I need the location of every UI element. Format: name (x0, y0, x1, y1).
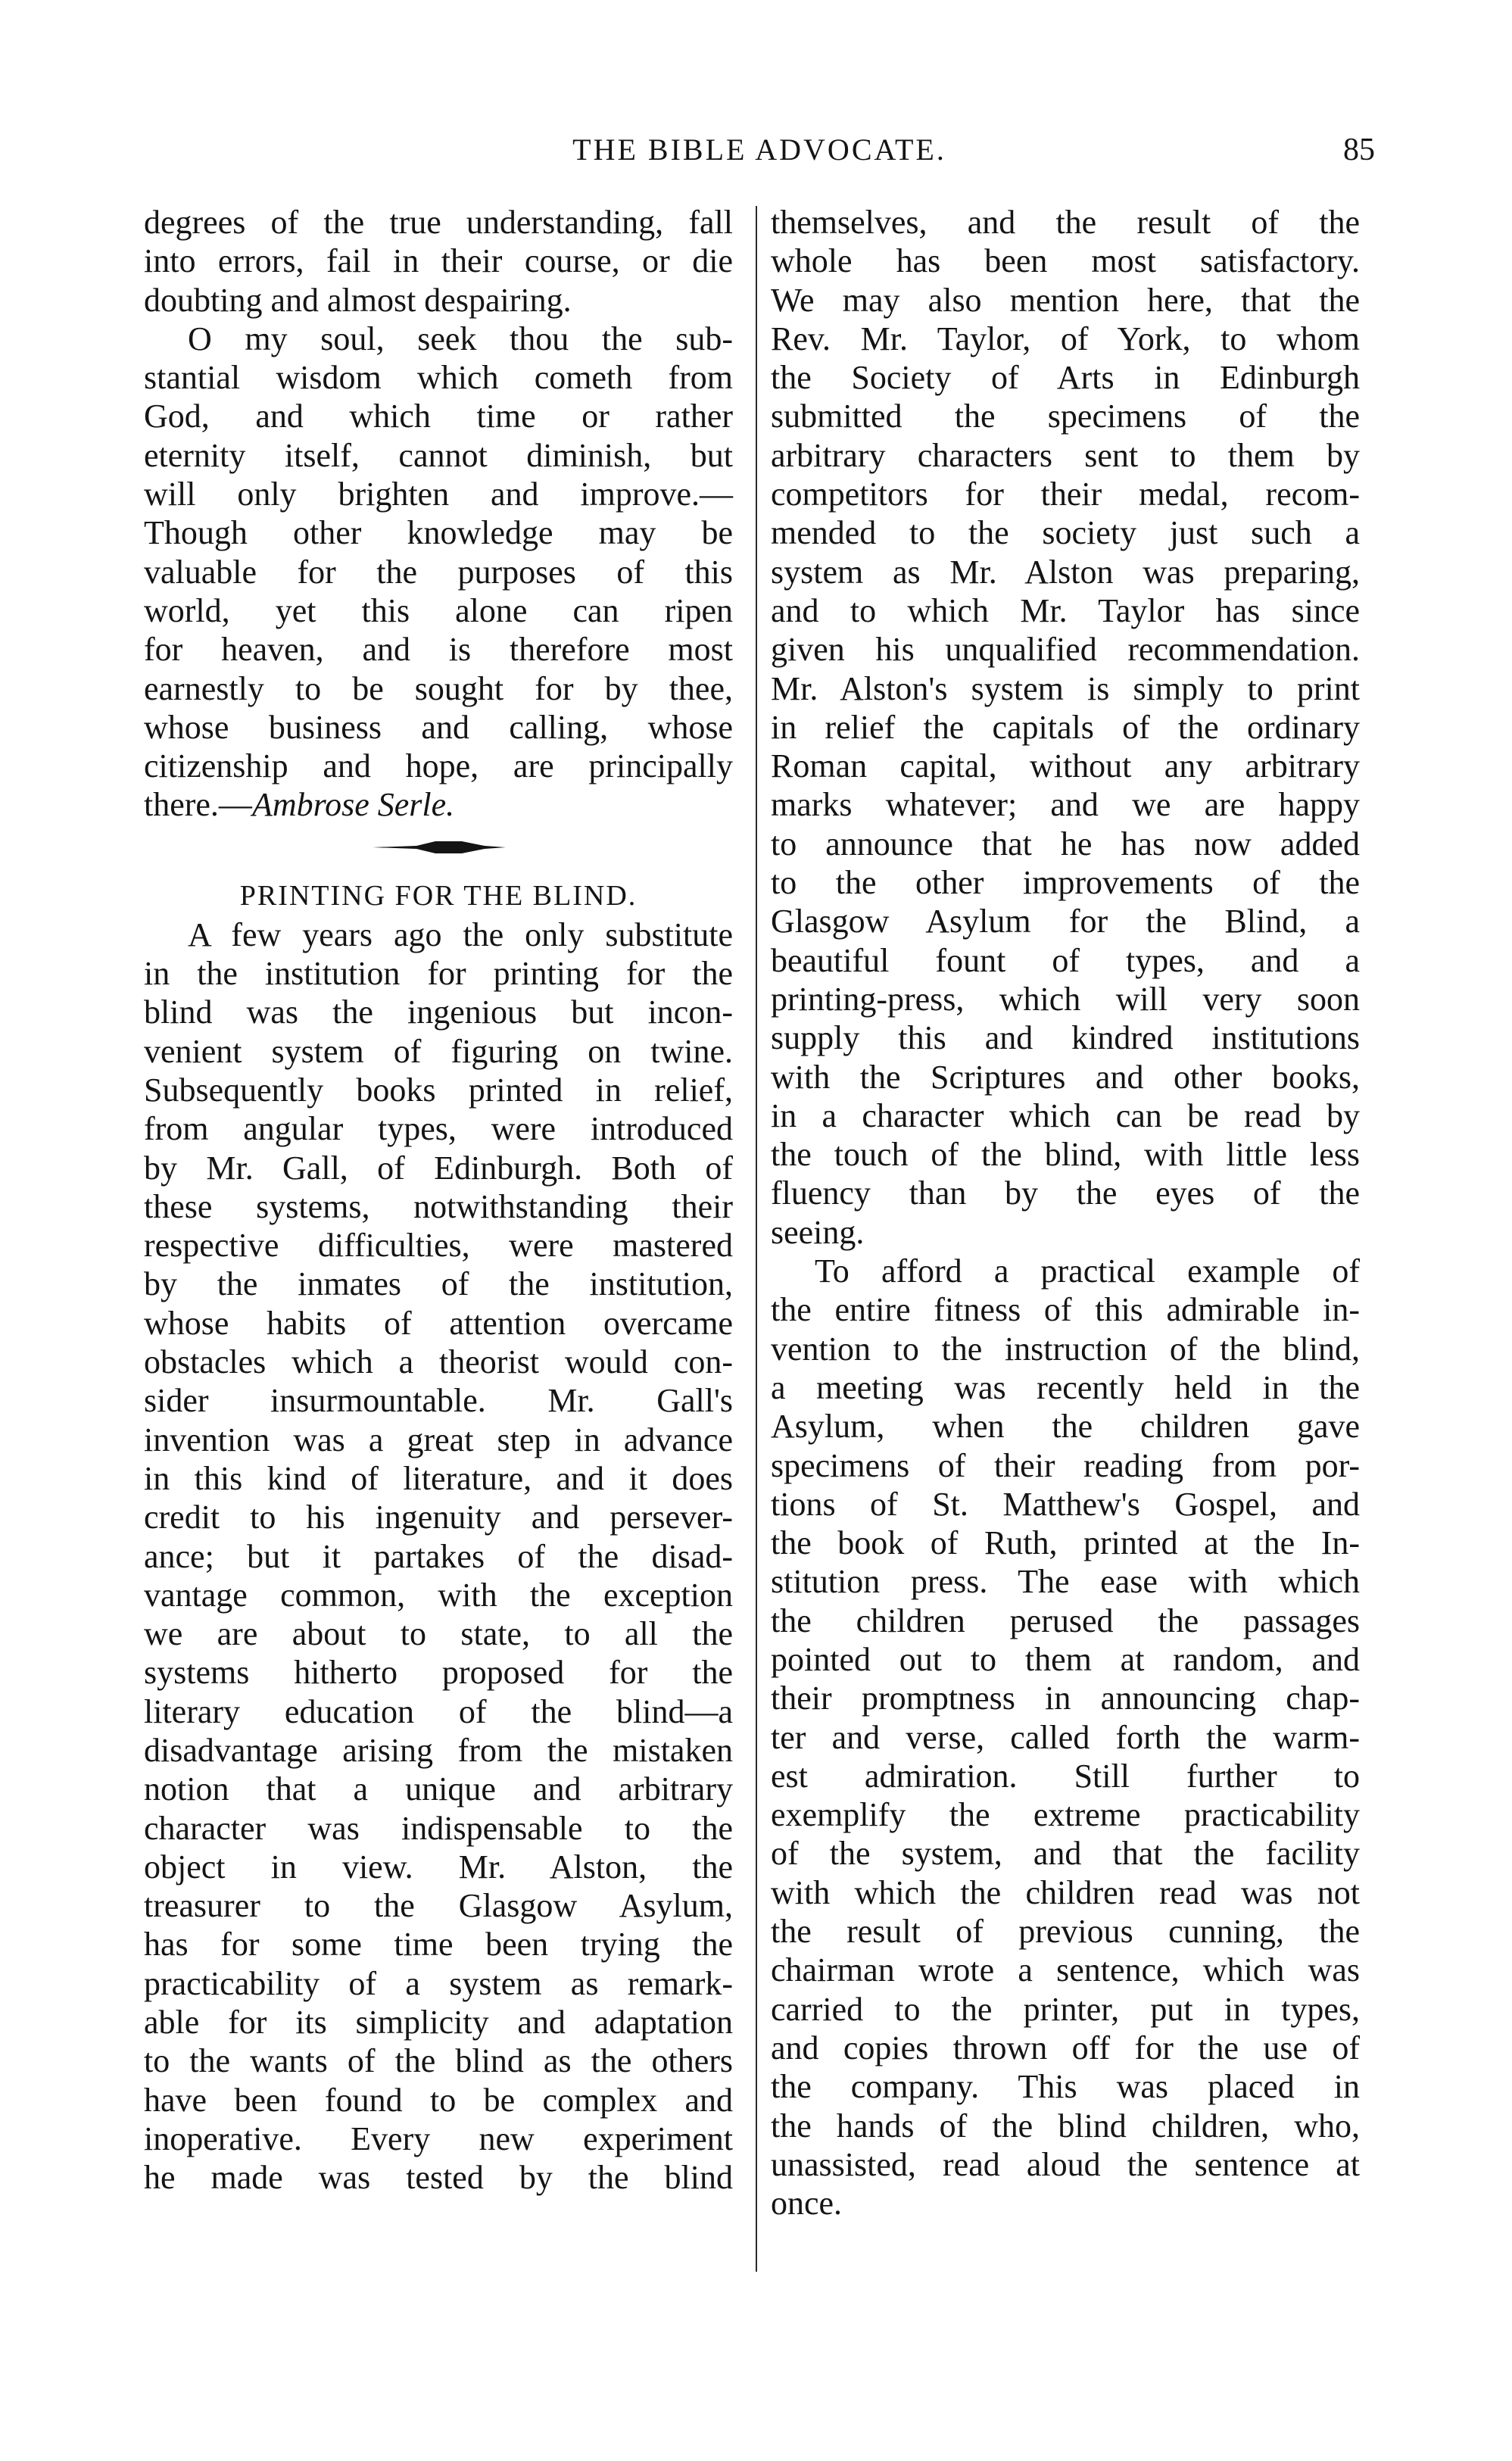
text-line: to announce that he has now added (771, 825, 1360, 862)
text-line: Subsequently books printed in relief, (144, 1071, 733, 1109)
text-line: To afford a practical example of (815, 1252, 1360, 1290)
text-line: supply this and kindred institutions (771, 1019, 1360, 1057)
text-line: blind was the ingenious but incon- (144, 993, 733, 1031)
page-header (144, 127, 1375, 173)
text-line: he made was tested by the blind (144, 2159, 733, 2197)
text-line: of the system, and that the facility (771, 1835, 1360, 1873)
text-line: in relief the capitals of the ordinary (771, 708, 1360, 746)
text-line: inoperative. Every new experiment (144, 2119, 733, 2157)
text-line: object in view. Mr. Alston, the (144, 1848, 733, 1886)
text-line: exemplify the extreme practicability (771, 1796, 1360, 1834)
text-line: these systems, notwithstanding their (144, 1187, 733, 1225)
text-line: whose habits of attention overcame (144, 1304, 733, 1342)
text-line: their promptness in announcing chap- (771, 1680, 1360, 1717)
text-line: the result of previous cunning, the (771, 1913, 1360, 1951)
text-line: and to which Mr. Taylor has since (771, 591, 1360, 629)
text-line: with which the children read was not (771, 1873, 1360, 1911)
text-line: pointed out to them at random, and (771, 1640, 1360, 1678)
column-divider (756, 206, 757, 2272)
text-line: sider insurmountable. Mr. Gall's (144, 1382, 733, 1420)
text-line: specimens of their reading from por- (771, 1446, 1360, 1484)
text-line: est admiration. Still further to (771, 1757, 1360, 1795)
text-line: Roman capital, without any arbitrary (771, 747, 1360, 785)
signature-lead: there.— (144, 786, 252, 824)
text-line: world, yet this alone can ripen (144, 591, 733, 629)
text-line: fluency than by the eyes of the (771, 1174, 1360, 1212)
text-line: chairman wrote a sentence, which was (771, 1951, 1360, 1989)
text-line: the hands of the blind children, who, (771, 2107, 1360, 2144)
left-column (144, 203, 733, 2197)
running-title: THE BIBLE ADVOCATE. (572, 133, 946, 167)
text-line: ance; but it partakes of the disad- (144, 1537, 733, 1575)
text-line: disadvantage arising from the mistaken (144, 1731, 733, 1769)
text-line: obstacles which a theorist would con- (144, 1343, 733, 1381)
text-line: Glasgow Asylum for the Blind, a (771, 903, 1360, 940)
text-line: doubting and almost despairing. (144, 281, 572, 319)
text-line: Though other knowledge may be (144, 514, 733, 552)
text-line: system as Mr. Alston was preparing, (771, 553, 1360, 591)
text-line: themselves, and the result of the (771, 204, 1360, 241)
text-line: notion that a unique and arbitrary (144, 1770, 733, 1808)
text-line: the Society of Arts in Edinburgh (771, 359, 1360, 397)
text-line: by the inmates of the institution, (144, 1265, 733, 1303)
text-line: vention to the instruction of the blind, (771, 1330, 1360, 1368)
text-line: Rev. Mr. Taylor, of York, to whom (771, 320, 1360, 357)
text-line: a meeting was recently held in the (771, 1368, 1360, 1406)
text-line: stitution press. The ease with which (771, 1563, 1360, 1601)
text-line: with the Scriptures and other books, (771, 1058, 1360, 1096)
text-line: whole has been most satisfactory. (771, 242, 1360, 280)
text-line: God, and which time or rather (144, 398, 733, 435)
text-line: in this kind of literature, and it does (144, 1459, 733, 1497)
text-line: unassisted, read aloud the sentence at (771, 2145, 1360, 2183)
text-line: Mr. Alston's system is simply to print (771, 669, 1360, 707)
text-line: eternity itself, cannot diminish, but (144, 436, 733, 474)
text-line: respective difficulties, were mastered (144, 1227, 733, 1265)
text-line: in the institution for printing for the (144, 955, 733, 993)
text-line: seeing. (771, 1213, 865, 1251)
text-line: able for its simplicity and adaptation (144, 2004, 733, 2041)
text-line: for heaven, and is therefore most (144, 631, 733, 669)
text-line: marks whatever; and we are happy (771, 786, 1360, 824)
text-line: citizenship and hope, are principally (144, 747, 733, 785)
text-line: mended to the society just such a (771, 514, 1360, 552)
text-line: the company. This was placed in (771, 2068, 1360, 2106)
text-line: credit to his ingenuity and persever- (144, 1499, 733, 1536)
text-line: competitors for their medal, recom- (771, 476, 1360, 513)
text-line: the children perused the passages (771, 1602, 1360, 1639)
text-line: and copies thrown off for the use of (771, 2029, 1360, 2066)
text-line: beautiful fount of types, and a (771, 941, 1360, 979)
text-line: A few years ago the only substitute (188, 915, 733, 953)
text-line: to the other improvements of the (771, 864, 1360, 902)
text-line: systems hitherto proposed for the (144, 1654, 733, 1692)
text-line: into errors, fail in their course, or die (144, 242, 733, 280)
text-line: once. (771, 2185, 843, 2222)
signature-line (144, 785, 733, 824)
text-line: O my soul, seek thou the sub- (188, 320, 733, 357)
text-line: We may also mention here, that the (771, 281, 1360, 319)
text-line: printing-press, which will very soon (771, 980, 1360, 1018)
ornament-divider (144, 825, 733, 870)
paragraph-serle-continued (144, 203, 733, 320)
text-line: vantage common, with the exception (144, 1576, 733, 1614)
text-line: will only brighten and improve.— (144, 476, 733, 513)
section-heading: PRINTING FOR THE BLIND. (239, 879, 638, 912)
text-line: have been found to be complex and (144, 2081, 733, 2119)
text-line: earnestly to be sought for by thee, (144, 669, 733, 707)
text-line: degrees of the true understanding, fall (144, 204, 733, 241)
text-line: valuable for the purposes of this (144, 553, 733, 591)
text-line: stantial wisdom which cometh from (144, 359, 733, 397)
text-line: the entire fitness of this admirable in- (771, 1291, 1360, 1329)
text-line: whose business and calling, whose (144, 708, 733, 746)
text-line: Asylum, when the children gave (771, 1408, 1360, 1446)
text-line: character was indispensable to the (144, 1809, 733, 1847)
text-line: arbitrary characters sent to them by (771, 436, 1360, 474)
paragraph-results (771, 203, 1360, 1252)
text-line: we are about to state, to all the (144, 1615, 733, 1653)
text-line: submitted the specimens of the (771, 398, 1360, 435)
right-column (771, 203, 1360, 2222)
signature-author: Ambrose Serle. (251, 786, 455, 824)
text-line: the touch of the blind, with little less (771, 1136, 1360, 1174)
text-line: carried to the printer, put in types, (771, 1990, 1360, 2028)
text-line: ter and verse, called forth the warm- (771, 1718, 1360, 1756)
text-line: by Mr. Gall, of Edinburgh. Both of (144, 1149, 733, 1187)
text-line: venient system of figuring on twine. (144, 1032, 733, 1070)
text-line: tions of St. Matthew's Gospel, and (771, 1485, 1360, 1523)
text-line: the book of Ruth, printed at the In- (771, 1524, 1360, 1562)
text-line: in a character which can be read by (771, 1096, 1360, 1134)
text-line: given his unqualified recommendation. (771, 631, 1360, 669)
page-number: 85 (1343, 133, 1375, 167)
text-line: has for some time been trying the (144, 1926, 733, 1963)
text-line: treasurer to the Glasgow Asylum, (144, 1887, 733, 1925)
paragraph-practical-example (771, 1252, 1360, 2222)
paragraph-printing-blind (144, 915, 733, 2197)
text-line: practicability of a system as remark- (144, 1964, 733, 2002)
text-line: from angular types, were introduced (144, 1110, 733, 1148)
paragraph-my-soul (144, 320, 733, 786)
text-line: to the wants of the blind as the others (144, 2042, 733, 2080)
text-line: literary education of the blind—a (144, 1692, 733, 1730)
text-line: invention was a great step in advance (144, 1421, 733, 1458)
